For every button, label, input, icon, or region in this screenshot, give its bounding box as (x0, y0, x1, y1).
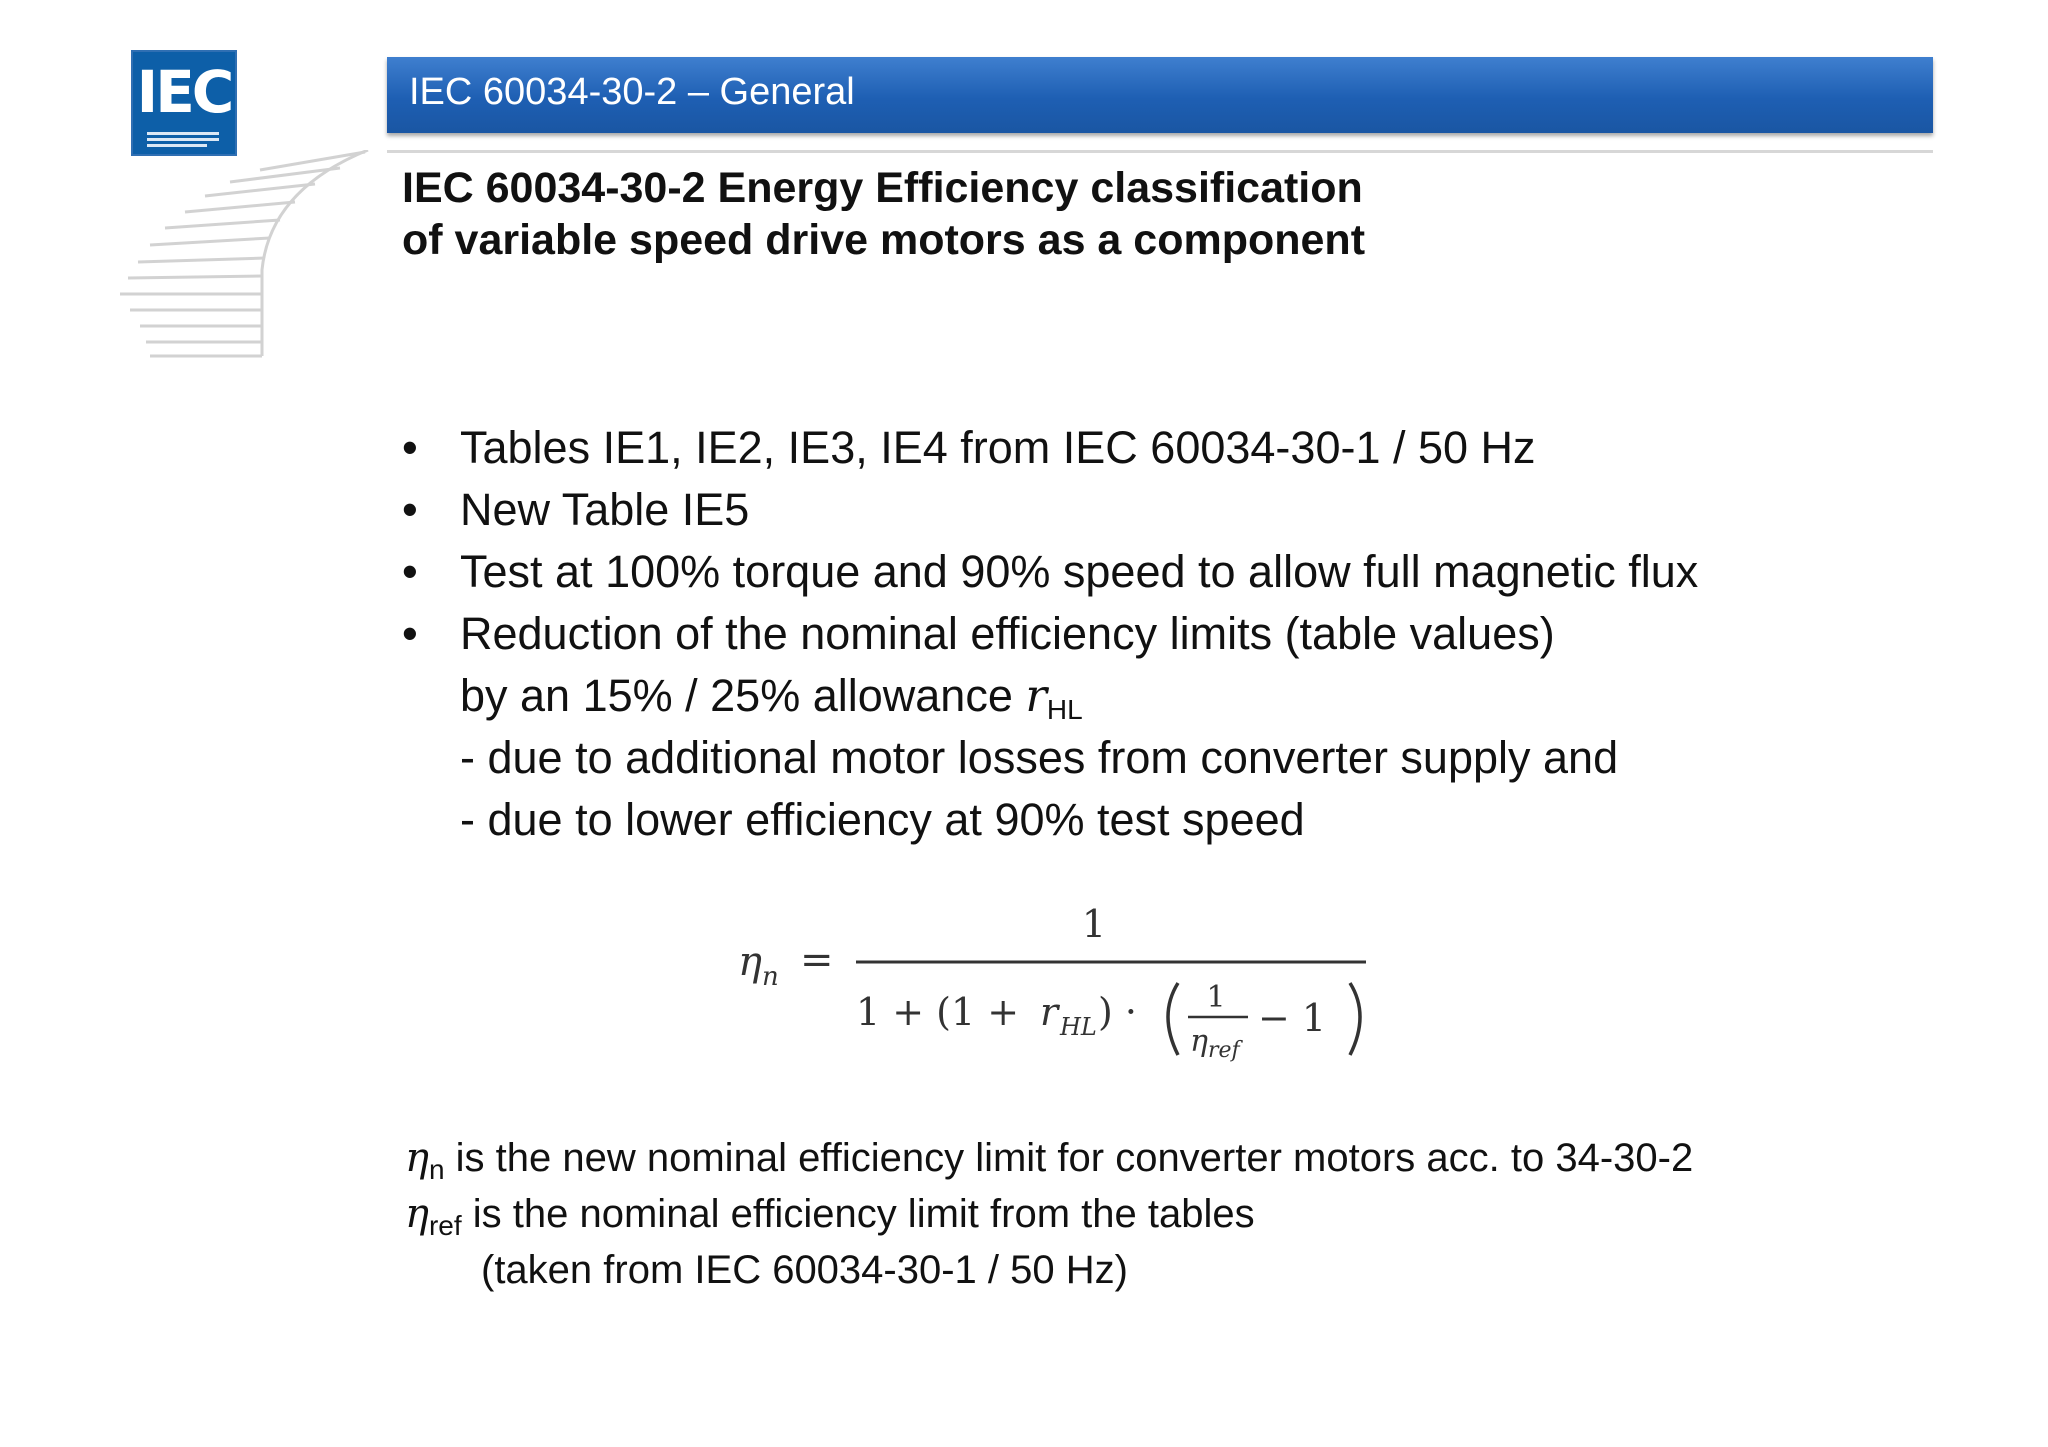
definition-eta-n (405, 1130, 1693, 1186)
eta-symbol: η (405, 1191, 429, 1237)
bullet-dot-icon: • (402, 546, 418, 597)
title-bar (387, 57, 1933, 133)
r-variable: r (1025, 669, 1047, 722)
eta-n-sub: n (428, 1154, 445, 1185)
eta-ref-text: is the nominal efficiency limit from the tables (461, 1192, 1255, 1236)
logo-stripe (147, 144, 207, 147)
bullet-subline: - due to lower efficiency at 90% test speed (460, 794, 1305, 845)
bullet-text: Reduction of the nominal efficiency limits (table values) (460, 608, 1555, 659)
logo-text: IEC (136, 58, 232, 126)
title-divider (387, 150, 1933, 153)
bullet-text: Test at 100% torque and 90% speed to allow full magnetic flux (460, 546, 1699, 597)
definition-eta-ref (405, 1186, 1693, 1242)
bullet-item (402, 603, 1698, 851)
eta-ref-sub: ref (428, 1210, 462, 1241)
inner-eta: η (1190, 1024, 1208, 1059)
allowance-text: by an 15% / 25% allowance (460, 670, 1026, 721)
bullet-text: Tables IE1, IE2, IE3, IE4 from IEC 60034-30-1 / 50 Hz (460, 422, 1536, 473)
symbol-definitions (405, 1130, 1693, 1298)
bullet-item (402, 479, 1698, 541)
bullet-item (402, 417, 1698, 479)
eta-n-text: is the new nominal efficiency limit for converter motors acc. to 34-30-2 (444, 1136, 1694, 1180)
formula-close-dot: ) · (1098, 990, 1137, 1034)
formula-minus-one: − 1 (1258, 996, 1327, 1040)
bullet-list (402, 417, 1698, 851)
bullet-subline: - due to additional motor losses from converter supply and (460, 732, 1619, 783)
bullet-dot-icon: • (402, 422, 418, 473)
formula-r: r (1040, 990, 1059, 1034)
formula-eta: η (738, 939, 762, 985)
logo-stripe (147, 138, 219, 141)
bullet-line-allowance (460, 665, 1698, 727)
eta-symbol: η (405, 1135, 429, 1181)
formula-equals: = (800, 937, 834, 983)
bullet-dot-icon: • (402, 484, 418, 535)
left-paren (1168, 983, 1178, 1055)
heading-line-2: of variable speed drive motors as a component (402, 216, 1366, 264)
efficiency-formula (738, 895, 1378, 1075)
slide-heading (402, 162, 1365, 266)
right-paren (1350, 983, 1360, 1055)
heading-line-1: IEC 60034-30-2 Energy Efficiency classification (402, 164, 1363, 212)
eta-ref-note: (taken from IEC 60034-30-1 / 50 Hz) (481, 1248, 1128, 1292)
bullet-text: New Table IE5 (460, 484, 750, 535)
inner-eta-sub: ref (1208, 1038, 1240, 1063)
r-subscript: HL (1046, 694, 1083, 725)
bullet-dot-icon: • (402, 608, 418, 659)
bullet-item (402, 541, 1698, 603)
logo-stripe (147, 132, 219, 135)
slide-title: IEC 60034-30-2 – General (409, 71, 855, 113)
formula-r-sub: HL (1060, 1013, 1097, 1041)
inner-numerator: 1 (1206, 980, 1226, 1015)
formula-numerator: 1 (1081, 902, 1107, 946)
iec-logo (131, 50, 237, 156)
formula-denominator-start: 1 + (1 + (856, 990, 1020, 1034)
formula-eta-sub: n (762, 962, 779, 992)
decorative-stair-lines (110, 150, 370, 360)
